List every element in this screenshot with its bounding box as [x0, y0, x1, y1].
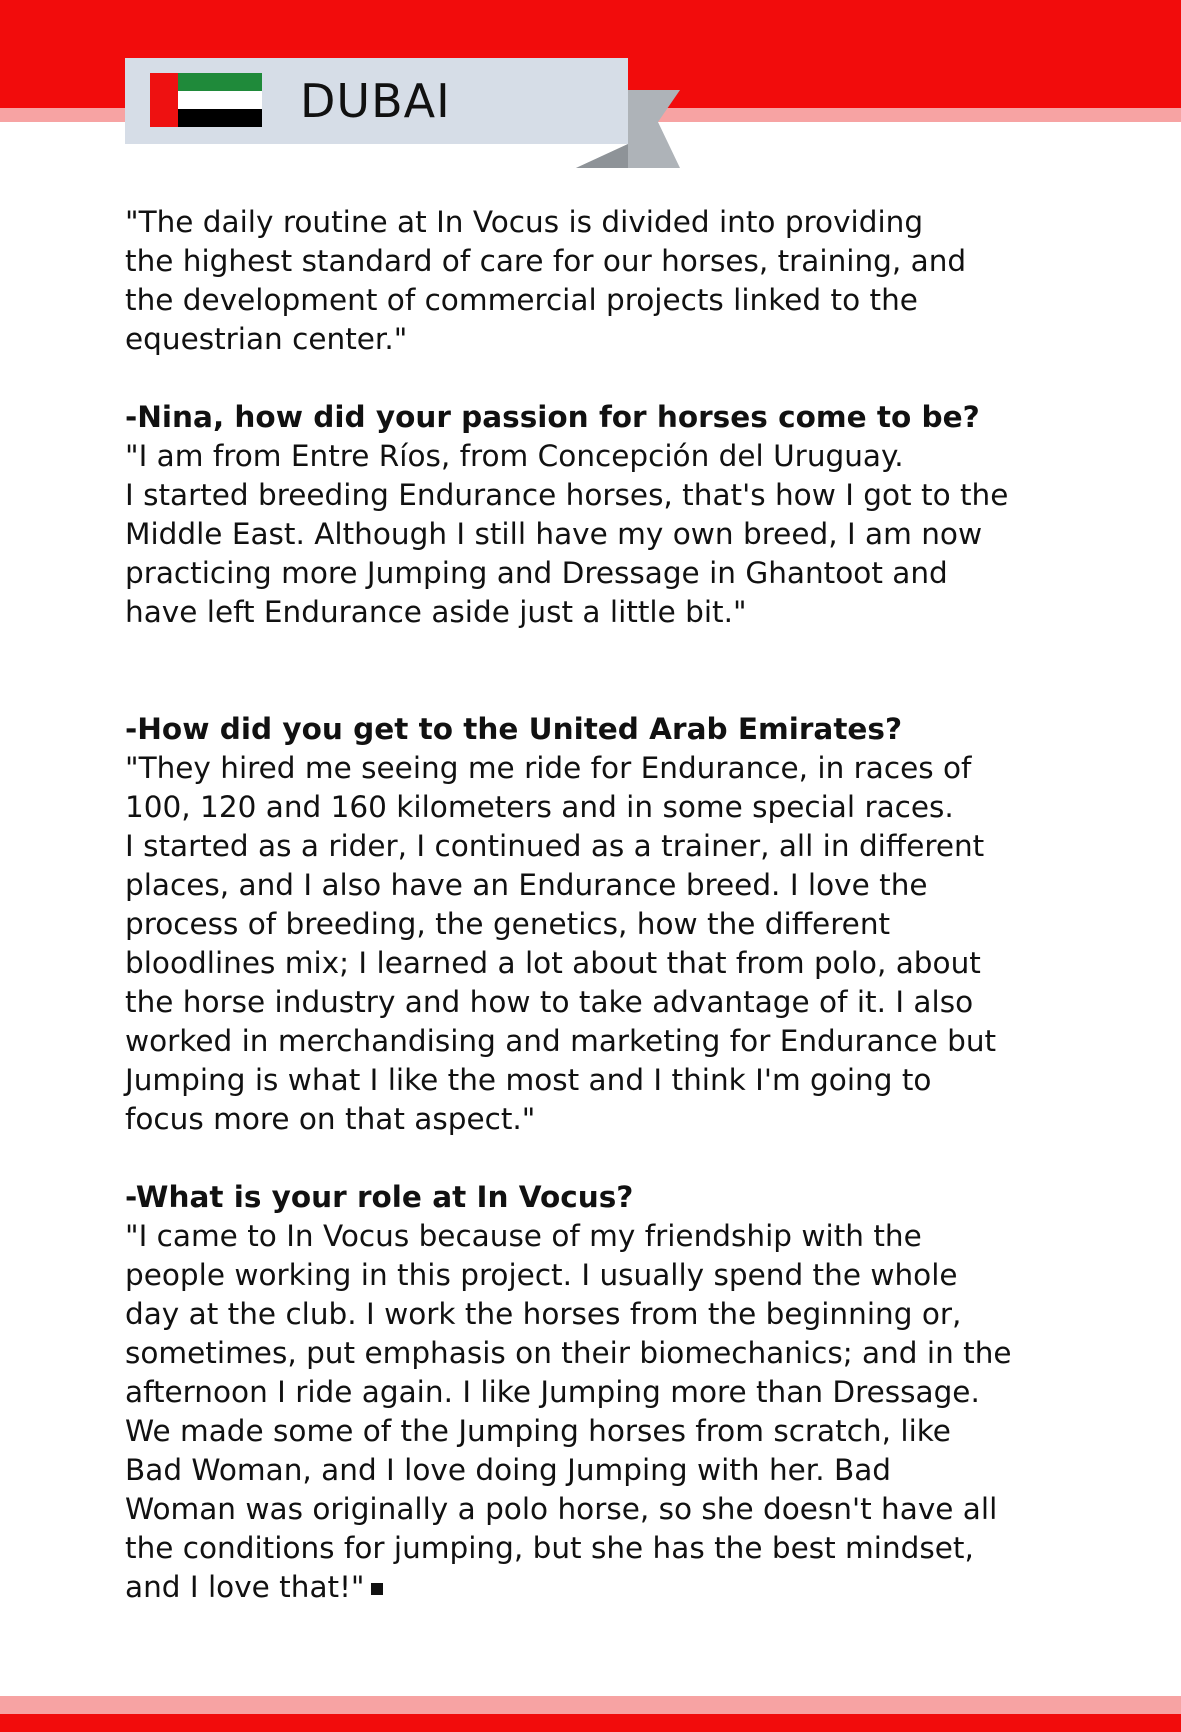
answer-line: I started as a rider, I continued as a trainer, all in different [125, 829, 985, 863]
answer-line: "I am from Entre Ríos, from Concepción del Uruguay. [125, 439, 904, 473]
answer-line: focus more on that aspect." [125, 1102, 536, 1136]
answer-line: "They hired me seeing me ride for Endurance, in races of [125, 751, 972, 785]
answer-line: the horse industry and how to take advantage of it. I also [125, 985, 974, 1019]
answer-line: I started breeding Endurance horses, that's how I got to the [125, 478, 1009, 512]
bottom-pink-stripe [0, 1696, 1181, 1714]
intro-line: "The daily routine at In Vocus is divided into providing [125, 205, 924, 239]
answer-line: afternoon I ride again. I like Jumping more than Dressage. [125, 1375, 980, 1409]
answer-line: the conditions for jumping, but she has the best mindset, [125, 1531, 974, 1565]
question-heading: -How did you get to the United Arab Emirates? [125, 712, 903, 746]
location-title: DUBAI [300, 74, 451, 128]
final-answer-line [125, 1568, 1085, 1607]
answer-line-text: and I love that!" [125, 1570, 365, 1604]
flag-green-stripe [178, 73, 262, 91]
question-heading: -What is your role at In Vocus? [125, 1180, 634, 1214]
answer-line: We made some of the Jumping horses from scratch, like [125, 1414, 951, 1448]
answer-line: Jumping is what I like the most and I think I'm going to [125, 1063, 932, 1097]
flag-red-hoist [150, 73, 178, 127]
answer-line: bloodlines mix; I learned a lot about that from polo, about [125, 946, 981, 980]
answer-line: worked in merchandising and marketing for Endurance but [125, 1024, 997, 1058]
flag-black-stripe [178, 109, 262, 127]
section-passion [125, 398, 1085, 632]
answer-line: places, and I also have an Endurance breed. I love the [125, 868, 928, 902]
intro-line: the highest standard of care for our horses, training, and [125, 244, 967, 278]
bottom-red-band [0, 1714, 1181, 1732]
flag-white-stripe [178, 91, 262, 109]
section-role [125, 1178, 1085, 1607]
intro-paragraph [125, 203, 1085, 359]
question-heading: -Nina, how did your passion for horses come to be? [125, 400, 980, 434]
intro-line: the development of commercial projects linked to the [125, 283, 918, 317]
interview-article [125, 203, 1085, 1607]
intro-line: equestrian center." [125, 322, 408, 356]
answer-line: practicing more Jumping and Dressage in Ghantoot and [125, 556, 948, 590]
answer-line: 100, 120 and 160 kilometers and in some special races. [125, 790, 954, 824]
answer-line: "I came to In Vocus because of my friendship with the [125, 1219, 922, 1253]
answer-line: people working in this project. I usually spend the whole [125, 1258, 958, 1292]
answer-line: Woman was originally a polo horse, so she doesn't have all [125, 1492, 998, 1526]
answer-line: day at the club. I work the horses from the beginning or, [125, 1297, 962, 1331]
answer-line: Bad Woman, and I love doing Jumping with her. Bad [125, 1453, 892, 1487]
answer-line: have left Endurance aside just a little bit." [125, 595, 747, 629]
answer-line: Middle East. Although I still have my own breed, I am now [125, 517, 983, 551]
answer-line: process of breeding, the genetics, how the different [125, 907, 891, 941]
end-of-article-square-icon [371, 1583, 383, 1595]
section-uae [125, 710, 1085, 1139]
answer-line: sometimes, put emphasis on their biomechanics; and in the [125, 1336, 1012, 1370]
uae-flag-icon [150, 73, 262, 127]
